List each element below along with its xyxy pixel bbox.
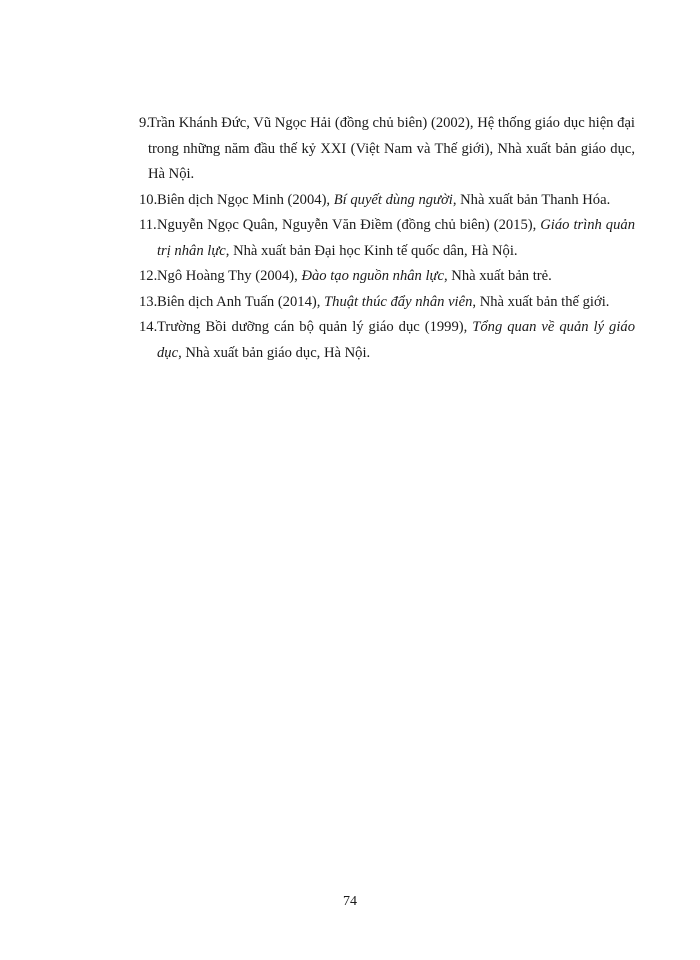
reference-text-part: , Nhà xuất bản thế giới. [472, 293, 610, 310]
reference-number: 14. [139, 319, 158, 335]
reference-item [139, 290, 635, 316]
reference-title: Thuật thúc đẩy nhân viên [324, 293, 473, 310]
reference-text-part: , Nhà xuất bản trẻ. [443, 268, 552, 284]
reference-title: Giáo trình quản trị nhân lực [157, 217, 635, 259]
reference-text-part: Trần Khánh Đức, Vũ Ngọc Hải (đồng chủ biên) (2002), Hệ thống giáo dục hiện đại trong những năm đầu thế kỷ XXI (Việt Nam và Thế giới), Nhà xuất bản giáo dục, Hà Nội. [148, 115, 635, 182]
reference-list [139, 111, 635, 366]
reference-text [157, 188, 635, 214]
reference-number: 11. [139, 217, 157, 233]
page-number: 74 [343, 894, 357, 909]
reference-text [157, 315, 635, 366]
reference-text [157, 290, 635, 316]
reference-text [157, 264, 635, 290]
reference-text-part: Ngô Hoàng Thy (2004), [157, 268, 302, 284]
reference-number: 13. [139, 293, 158, 310]
reference-number: 9. [139, 115, 150, 131]
reference-number: 12. [139, 268, 158, 284]
reference-text-part: Biên dịch Anh Tuấn (2014), [157, 293, 325, 310]
reference-title: Tổng quan về quản lý giáo dục [157, 319, 636, 361]
reference-text-part: Trường Bồi dưỡng cán bộ quản lý giáo dục (1999), [157, 319, 473, 335]
reference-text-part: , Nhà xuất bản Đại học Kinh tế quốc dân, Hà Nội. [225, 242, 518, 259]
reference-item [139, 213, 635, 264]
reference-item [139, 264, 635, 290]
reference-text [148, 111, 635, 188]
reference-item [139, 315, 635, 366]
reference-text-part: Nguyễn Ngọc Quân, Nguyễn Văn Điềm (đồng chủ biên) (2015), [157, 217, 541, 233]
reference-title: Đào tạo nguồn nhân lực [301, 268, 444, 284]
reference-text-part: Biên dịch Ngọc Minh (2004), [157, 191, 334, 208]
reference-text [157, 213, 635, 264]
reference-title: Bí quyết dùng người [333, 191, 453, 208]
reference-item [139, 188, 635, 214]
reference-text-part: , Nhà xuất bản Thanh Hóa. [452, 191, 611, 208]
reference-number: 10. [139, 191, 158, 208]
reference-item [139, 111, 635, 188]
reference-text-part: , Nhà xuất bản giáo dục, Hà Nội. [178, 344, 371, 361]
